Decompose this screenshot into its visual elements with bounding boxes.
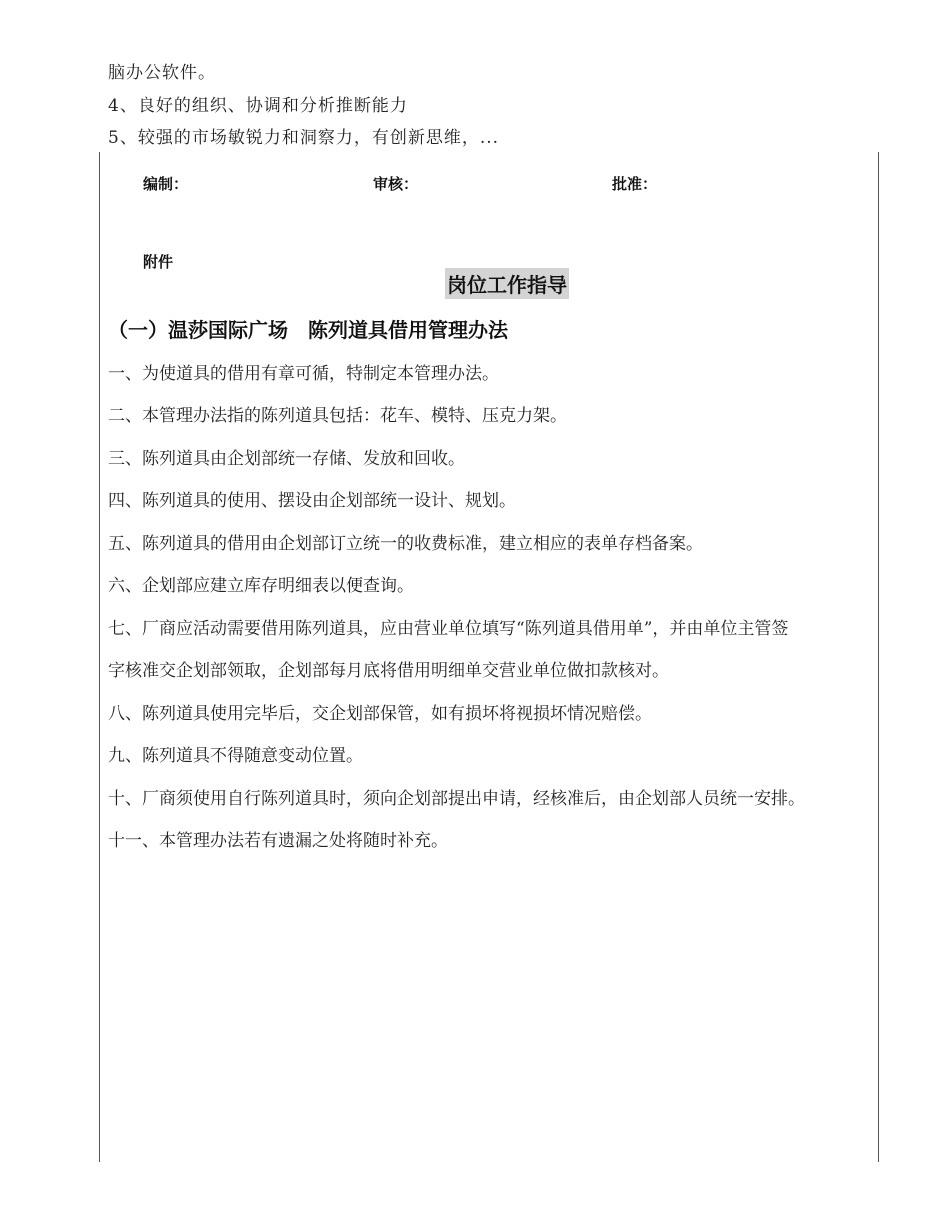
section-title: （一）温莎国际广场 陈列道具借用管理办法: [108, 318, 508, 342]
rule-item: 八、陈列道具使用完毕后，交企划部保管，如有损坏将视损坏情况赔偿。: [108, 704, 652, 724]
guide-title: 岗位工作指导: [445, 268, 569, 299]
rule-item: 二、本管理办法指的陈列道具包括：花车、模特、压克力架。: [108, 406, 567, 426]
rule-item: 九、陈列道具不得随意变动位置。: [108, 746, 363, 766]
rule-item: 一、为使道具的借用有章可循，特制定本管理办法。: [108, 364, 499, 384]
frame-left-border: [99, 152, 100, 1162]
text-line: 5、较强的市场敏锐力和洞察力，有创新思维，...: [108, 128, 500, 148]
text-line: 4、良好的组织、协调和分析推断能力: [108, 96, 408, 116]
rule-item: 字核准交企划部领取，企划部每月底将借用明细单交营业单位做扣款核对。: [108, 661, 669, 681]
rule-item: 三、陈列道具由企划部统一存储、发放和回收。: [108, 449, 465, 469]
rule-item: 七、厂商应活动需要借用陈列道具，应由营业单位填写“陈列道具借用单”，并由单位主管签: [108, 619, 789, 639]
review-label: 审核：: [373, 175, 419, 193]
attachment-label: 附件: [143, 253, 174, 271]
rule-item: 十、厂商须使用自行陈列道具时，须向企划部提出申请，经核准后，由企划部人员统一安排。: [108, 789, 805, 809]
frame-right-border: [878, 152, 879, 1162]
compile-label: 编制：: [143, 175, 189, 193]
approve-label: 批准：: [612, 175, 658, 193]
rule-item: 十一、本管理办法若有遗漏之处将随时补充。: [108, 831, 448, 851]
rule-item: 五、陈列道具的借用由企划部订立统一的收费标准，建立相应的表单存档备案。: [108, 534, 703, 554]
text-line: 脑办公软件。: [108, 63, 216, 83]
rule-item: 六、企划部应建立库存明细表以便查询。: [108, 576, 414, 596]
rule-item: 四、陈列道具的使用、摆设由企划部统一设计、规划。: [108, 491, 516, 511]
